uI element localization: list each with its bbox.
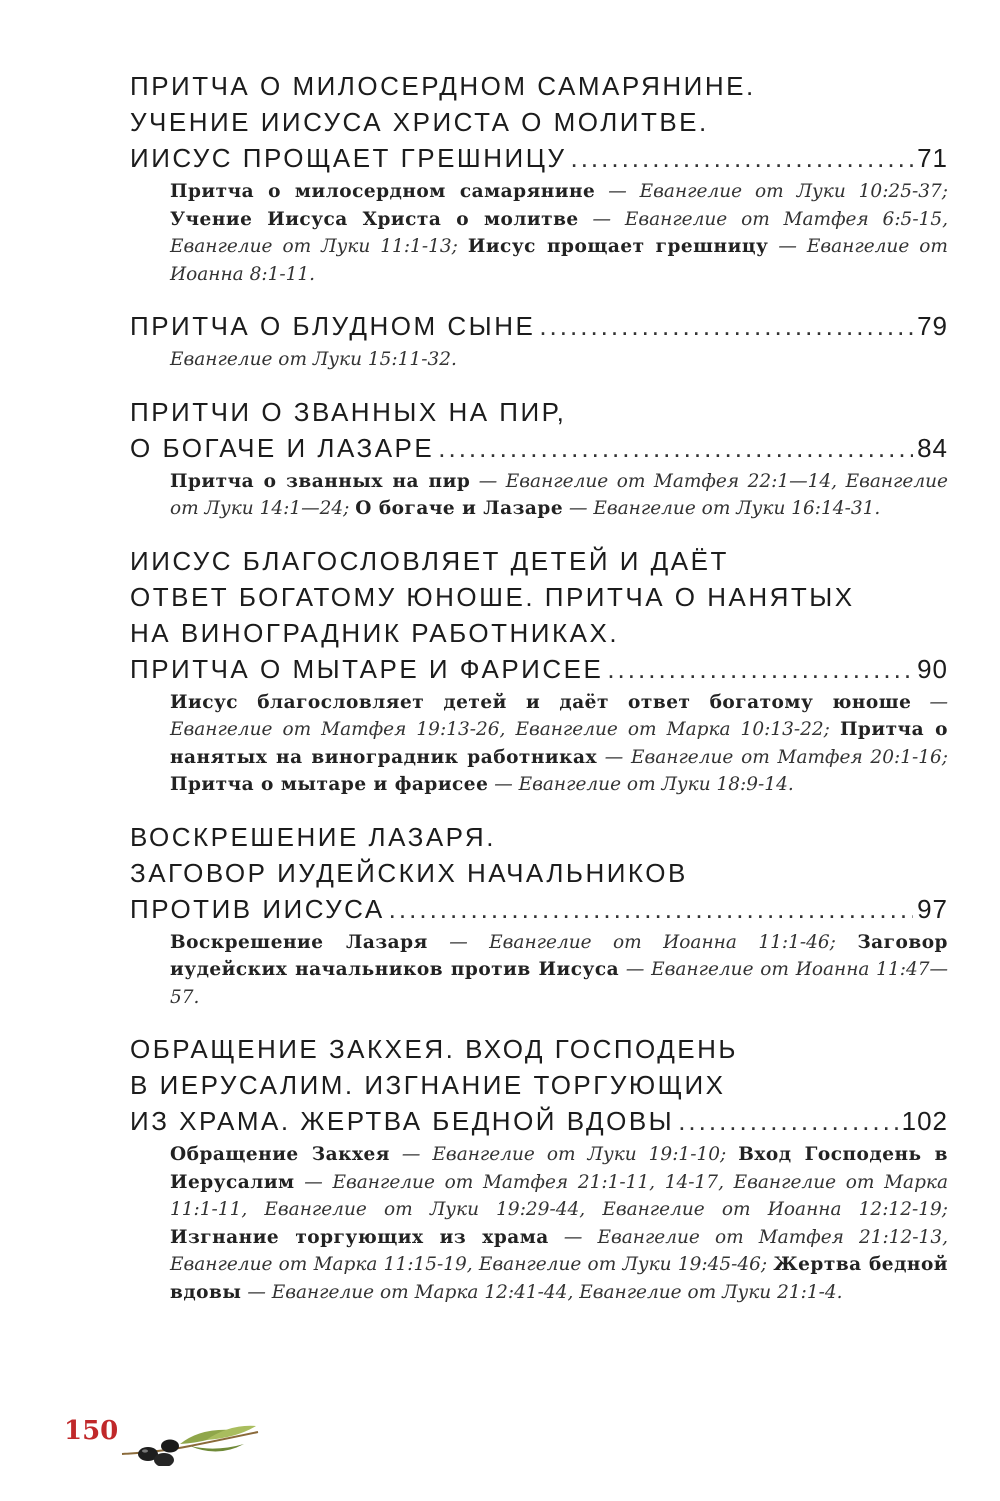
- entry-title-line: В ИЕРУСАЛИМ. ИЗГНАНИЕ ТОРГУЮЩИХ: [130, 1070, 726, 1100]
- entry-title-text: ПРИТЧА О БЛУДНОМ СЫНЕ: [130, 311, 536, 341]
- entry-title-line: ВОСКРЕШЕНИЕ ЛАЗАРЯ.: [130, 821, 496, 852]
- ref-citation: — Евангелие от Иоанна 11:1-46;: [427, 931, 858, 953]
- entry-title-line: ПРИТЧА О МИЛОСЕРДНОМ САМАРЯНИНЕ.: [130, 71, 756, 101]
- ref-topic: Обращение Закхея: [170, 1144, 390, 1165]
- toc-entry: [130, 819, 948, 1012]
- entry-page-number: 90: [917, 653, 948, 684]
- entry-page-number: 79: [917, 311, 948, 341]
- ref-topic: Учение Иисуса Христа о молитве: [170, 208, 579, 230]
- toc-entry: [130, 543, 948, 799]
- ref-citation: — Евангелие от Матфея 20:1-16;: [597, 746, 948, 768]
- toc-entry: [130, 68, 948, 288]
- toc-entry: [130, 308, 948, 374]
- entry-title-last-line: [130, 891, 948, 927]
- entry-scripture-refs: [170, 468, 948, 523]
- entry-scripture-refs: [170, 346, 948, 374]
- ref-topic: О богаче и Лазаре: [355, 498, 564, 519]
- ref-citation: — Евангелие от Луки 19:1-10;: [389, 1144, 739, 1165]
- dot-leader: [438, 430, 913, 466]
- ref-citation: — Евангелие от Луки 18:9-14.: [488, 774, 794, 795]
- ref-topic: Притча о званных на пир: [170, 470, 471, 492]
- entry-title-line: ПРИТЧИ О ЗВАННЫХ НА ПИР,: [130, 396, 567, 427]
- entry-title-line: УЧЕНИЕ ИИСУСА ХРИСТА О МОЛИТВЕ.: [130, 107, 709, 137]
- ref-topic: Изгнание торгующих из храма: [170, 1226, 549, 1248]
- entry-title-text: ПРИТЧА О МЫТАРЕ И ФАРИСЕЕ: [130, 653, 604, 684]
- entry-title-line: НА ВИНОГРАДНИК РАБОТНИКАХ.: [130, 617, 620, 648]
- ref-citation: — Евангелие от Луки 16:14-31.: [563, 498, 881, 519]
- ref-topic: Заговор иудейских начальников против Иисуса: [170, 931, 948, 980]
- entry-title-text: ПРОТИВ ИИСУСА: [130, 893, 385, 924]
- entry-title-text: ИИСУС ПРОЩАЕТ ГРЕШНИЦУ: [130, 143, 567, 173]
- ref-citation: — Евангелие от Иоанна 11:47—57.: [170, 959, 948, 1008]
- page-number: 150: [64, 1416, 119, 1446]
- entry-title-line: ОБРАЩЕНИЕ ЗАКХЕЯ. ВХОД ГОСПОДЕНЬ: [130, 1034, 738, 1064]
- entry-title-text: ИЗ ХРАМА. ЖЕРТВА БЕДНОЙ ВДОВЫ: [130, 1106, 675, 1136]
- entry-title-last-line: [130, 140, 948, 176]
- entry-title-last-line: [130, 308, 948, 344]
- ref-citation: — Евангелие от Луки 10:25-37;: [595, 181, 948, 202]
- entry-title-text: О БОГАЧЕ И ЛАЗАРЕ: [130, 432, 435, 463]
- entry-page-number: 102: [901, 1106, 948, 1136]
- ref-citation: Евангелие от Луки 15:11-32.: [170, 349, 457, 370]
- dot-leader: [678, 1103, 897, 1139]
- ref-citation: — Евангелие от Матфея 21:12-13, Евангелие от Марка 11:15-19, Евангелие от Луки 19:45-46;: [170, 1226, 948, 1275]
- ref-citation: — Евангелие от Иоанна 8:1-11.: [170, 236, 948, 285]
- entry-scripture-refs: [170, 929, 948, 1012]
- entry-scripture-refs: [170, 689, 948, 799]
- dot-leader: [389, 891, 913, 927]
- ref-topic: Вход Господень в Иерусалим: [170, 1144, 948, 1193]
- toc-entry: [130, 394, 948, 523]
- ref-citation: — Евангелие от Матфея 22:1—14, Евангелие от Луки 14:1—24;: [170, 470, 949, 519]
- dot-leader: [539, 308, 913, 344]
- toc-entry: [130, 1031, 948, 1306]
- ref-topic: Воскрешение Лазаря: [170, 931, 428, 953]
- ref-citation: — Евангелие от Матфея 19:13-26, Евангелие от Марка 10:13-22;: [170, 691, 948, 740]
- ref-topic: Жертва бедной вдовы: [170, 1254, 949, 1303]
- page-footer: [64, 1416, 260, 1446]
- dot-leader: [570, 140, 913, 176]
- ref-topic: Притча о нанятых на виноградник работниках: [170, 719, 948, 768]
- entry-page-number: 84: [917, 432, 948, 463]
- ref-topic: Притча о мытаре и фарисее: [170, 774, 489, 795]
- ref-topic: Иисус благословляет детей и даёт ответ богатому юноше: [170, 691, 912, 713]
- dot-leader: [607, 651, 913, 687]
- entry-title-last-line: [130, 651, 948, 687]
- entry-title-last-line: [130, 1103, 948, 1139]
- entry-page-number: 71: [917, 143, 948, 173]
- table-of-contents: [130, 68, 948, 1326]
- ref-topic: Иисус прощает грешницу: [467, 236, 769, 257]
- ref-citation: — Евангелие от Марка 12:41-44, Евангелие от Луки 21:1-4.: [241, 1281, 843, 1303]
- entry-scripture-refs: [170, 1141, 948, 1306]
- ref-citation: — Евангелие от Матфея 21:1-11, 14-17, Евангелие от Марка 11:1-11, Евангелие от Луки 19:29-44, Евангелие от Иоанна 12:12-19;: [170, 1171, 948, 1220]
- entry-title-line: ОТВЕТ БОГАТОМУ ЮНОШЕ. ПРИТЧА О НАНЯТЫХ: [130, 581, 855, 612]
- olive-branch-icon: [120, 1422, 260, 1470]
- ref-citation: — Евангелие от Матфея 6:5-15, Евангелие от Луки 11:1-13;: [170, 208, 948, 257]
- entry-title-line: ЗАГОВОР ИУДЕЙСКИХ НАЧАЛЬНИКОВ: [130, 857, 688, 888]
- entry-page-number: 97: [917, 893, 948, 924]
- entry-title-last-line: [130, 430, 948, 466]
- ref-topic: Притча о милосердном самарянине: [170, 181, 596, 202]
- entry-scripture-refs: [170, 178, 948, 288]
- entry-title-line: ИИСУС БЛАГОСЛОВЛЯЕТ ДЕТЕЙ И ДАЁТ: [130, 545, 729, 576]
